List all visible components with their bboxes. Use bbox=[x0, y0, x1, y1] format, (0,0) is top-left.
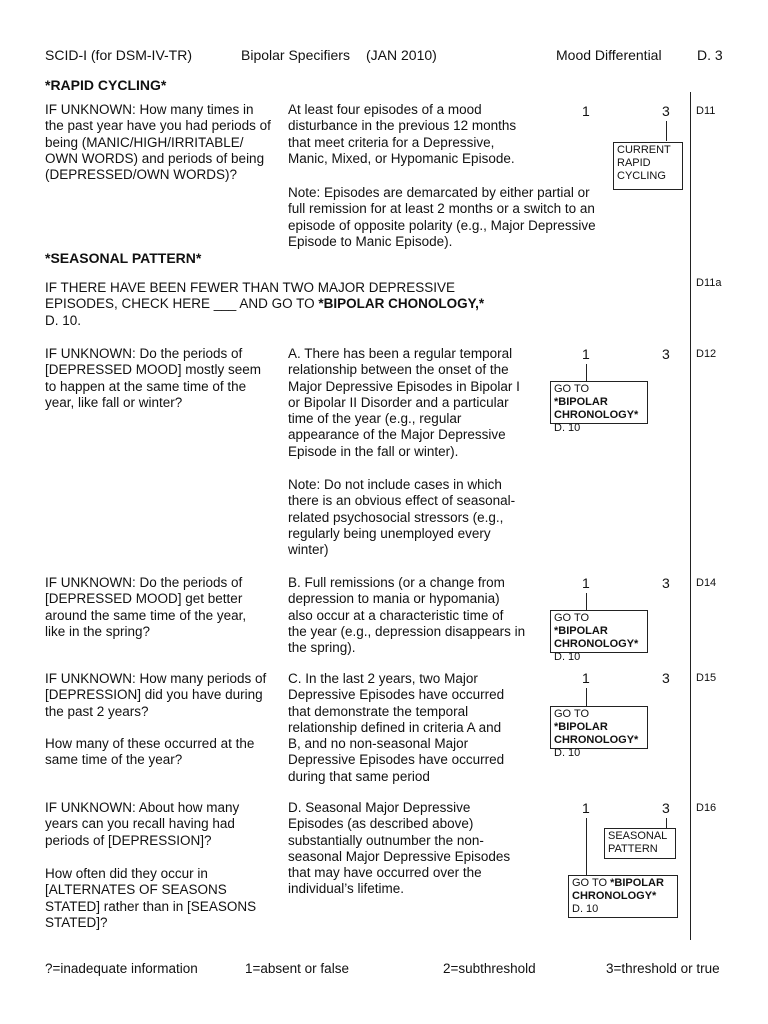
criterion-a: A. There has been a regular temporal relationship between the onset of the Major Depressive Episodes in Bipolar I or Bipolar II Disorder and a particular time of the year (e.g., regular appearance of the Major Depressive Episode in the fall or winter). bbox=[288, 346, 520, 459]
item-code: D14 bbox=[696, 577, 717, 589]
module-title: Bipolar Specifiers bbox=[241, 47, 350, 63]
right-divider bbox=[690, 92, 691, 940]
rapid-cycling-question: IF UNKNOWN: How many times in the past year have you had periods of being (MANIC/HIGH/IRRITABLE/ OWN WORDS) and periods of being (DEPRESSED/OWN WORDS)? bbox=[45, 102, 271, 183]
goto-target: *BIPOLAR CHRONOLOGY* bbox=[572, 877, 664, 902]
seasonal-pattern-box: SEASONAL PATTERN bbox=[604, 828, 676, 859]
goto-page: D. 10 bbox=[554, 651, 581, 663]
criterion-c: C. In the last 2 years, two Major Depressive Episodes have occurred that demonstrate the temporal relationship defined in criteria A and B, and no non-seasonal Major Depressive Episodes have occurred during that same period bbox=[288, 671, 505, 784]
seasonal-pattern-title: *SEASONAL PATTERN* bbox=[45, 250, 202, 266]
current-rapid-cycling-box: CURRENT RAPID CYCLING bbox=[613, 142, 683, 190]
legend-subthreshold: 2=subthreshold bbox=[443, 961, 536, 976]
goto-bipolar-chronology-box[interactable] bbox=[550, 610, 648, 663]
rating-absent[interactable]: 1 bbox=[582, 103, 590, 119]
question-d14: IF UNKNOWN: Do the periods of [DEPRESSED MOOD] get better around the same time of the year, like in the spring? bbox=[45, 575, 247, 639]
rating-connector bbox=[586, 593, 587, 610]
legend-absent: 1=absent or false bbox=[245, 961, 349, 976]
rapid-cycling-criterion: At least four episodes of a mood disturbance in the previous 12 months that meet criteria for a Depressive, Manic, Mixed, or Hypomanic Episode. bbox=[288, 102, 517, 166]
goto-bipolar-chronology-box[interactable] bbox=[568, 875, 678, 918]
screen-line-3: D. 10. bbox=[45, 312, 82, 328]
legend-threshold: 3=threshold or true bbox=[606, 961, 720, 976]
rating-threshold[interactable]: 3 bbox=[662, 346, 670, 362]
rating-connector bbox=[586, 364, 587, 381]
item-code: D15 bbox=[696, 672, 717, 684]
rating-absent[interactable]: 1 bbox=[582, 346, 590, 362]
screen-line-1: IF THERE HAVE BEEN FEWER THAN TWO MAJOR DEPRESSIVE bbox=[45, 280, 456, 295]
goto-page: D. 10 bbox=[554, 422, 581, 434]
seasonal-screen-instruction bbox=[45, 280, 645, 329]
item-code: D12 bbox=[696, 348, 717, 360]
goto-label: GO TO bbox=[554, 383, 590, 395]
screen-line-2-text: EPISODES, CHECK HERE ___ AND GO TO bbox=[45, 296, 319, 312]
question-d15: IF UNKNOWN: How many periods of [DEPRESSION] did you have during the past 2 years? bbox=[45, 671, 267, 719]
goto-target: *BIPOLAR CHRONOLOGY* bbox=[554, 721, 639, 746]
instrument-title: SCID-I (for DSM-IV-TR) bbox=[45, 47, 192, 63]
goto-target: *BIPOLAR CHRONOLOGY* bbox=[554, 396, 639, 421]
criterion-b: B. Full remissions (or a change from depression to mania or hypomania) also occur at a characteristic time of the year (e.g., depression disappears in the spring). bbox=[288, 575, 526, 656]
rating-threshold[interactable]: 3 bbox=[662, 575, 670, 591]
criterion-d: D. Seasonal Major Depressive Episodes (as described above) substantially outnumber the non- seasonal Major Depressive Episodes that may have occurred over the individual’s lifetime. bbox=[288, 800, 511, 897]
item-code: D16 bbox=[696, 802, 717, 814]
bipolar-chronology-link[interactable]: *BIPOLAR CHONOLOGY,* bbox=[318, 296, 485, 312]
rating-connector bbox=[586, 818, 587, 875]
goto-bipolar-chronology-box[interactable] bbox=[550, 381, 648, 434]
rating-absent[interactable]: 1 bbox=[582, 575, 590, 591]
rating-connector bbox=[666, 121, 667, 141]
goto-label: GO TO bbox=[572, 877, 611, 889]
item-code: D11 bbox=[696, 105, 716, 117]
goto-page: D. 10 bbox=[554, 747, 581, 759]
goto-label: GO TO bbox=[554, 612, 590, 624]
goto-page: D. 10 bbox=[572, 903, 599, 915]
section-title: Mood Differential bbox=[556, 47, 662, 63]
rating-threshold[interactable]: 3 bbox=[662, 670, 670, 686]
page-number: D. 3 bbox=[697, 47, 723, 63]
module-date: (JAN 2010) bbox=[366, 47, 437, 63]
rating-absent[interactable]: 1 bbox=[582, 800, 590, 816]
question-d12: IF UNKNOWN: Do the periods of [DEPRESSED MOOD] mostly seem to happen at the same time of the year, like fall or winter? bbox=[45, 346, 262, 410]
question-d16: IF UNKNOWN: About how many years can you recall having had periods of [DEPRESSION]? bbox=[45, 800, 240, 848]
rapid-cycling-title: *RAPID CYCLING* bbox=[45, 77, 167, 93]
screen-line-2 bbox=[45, 296, 645, 312]
rating-threshold[interactable]: 3 bbox=[662, 103, 670, 119]
criterion-a-note: Note: Do not include cases in which there is an obvious effect of seasonal- related psychosocial stressors (e.g., regularly being unemployed every winter) bbox=[288, 477, 516, 558]
item-code: D11a bbox=[696, 277, 722, 289]
legend-inadequate: ?=inadequate information bbox=[45, 961, 198, 976]
question-d15-followup: How many of these occurred at the same time of the year? bbox=[45, 736, 255, 768]
rating-threshold[interactable]: 3 bbox=[662, 800, 670, 816]
rating-connector bbox=[586, 688, 587, 706]
rapid-cycling-note: Note: Episodes are demarcated by either partial or full remission for at least 2 months or a switch to an episode of opposite polarity (e.g., Major Depressive Episode to Manic Episode). bbox=[288, 185, 596, 249]
question-d16-followup: How often did they occur in [ALTERNATES OF SEASONS STATED] rather than in [SEASONS STATED]? bbox=[45, 866, 257, 930]
goto-target: *BIPOLAR CHRONOLOGY* bbox=[554, 625, 639, 650]
goto-label: GO TO bbox=[554, 708, 590, 720]
goto-bipolar-chronology-box[interactable] bbox=[550, 706, 648, 759]
rating-absent[interactable]: 1 bbox=[582, 670, 590, 686]
rating-connector bbox=[666, 818, 667, 828]
